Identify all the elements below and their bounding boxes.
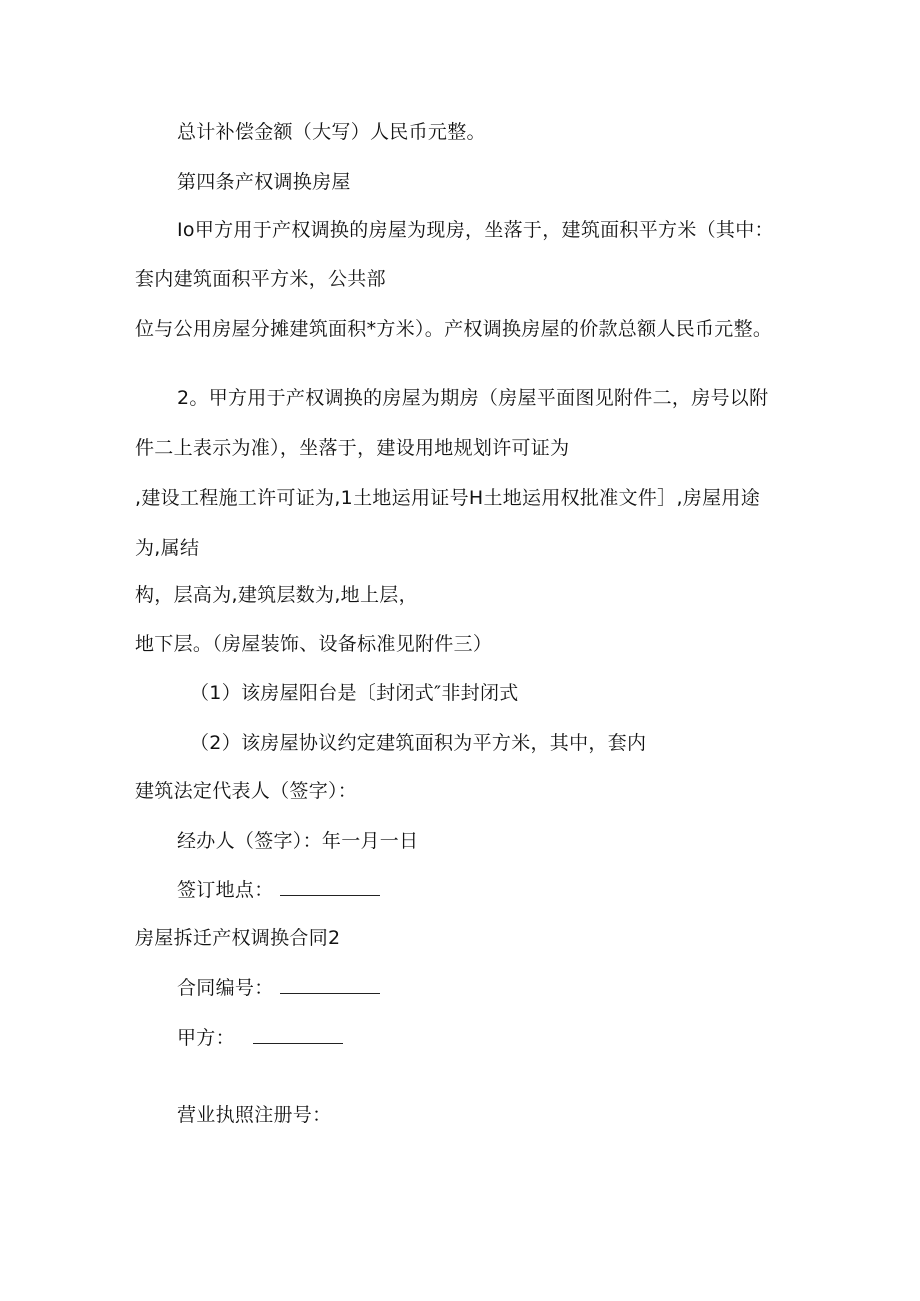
party-a-line bbox=[177, 1025, 343, 1050]
legal-representative-line: 建筑法定代表人（签字）： bbox=[135, 780, 358, 802]
contract-number-blank bbox=[280, 975, 380, 994]
clause-2-line-3: ,建设工程施工许可证为,1土地运用证号H土地运用权批准文件］,房屋用途 bbox=[135, 487, 760, 509]
signing-place-line bbox=[177, 877, 380, 902]
signing-place-blank bbox=[280, 877, 380, 896]
party-a-label: 甲方： bbox=[177, 1027, 235, 1049]
clause-2-line-4: 为,属结 bbox=[135, 537, 200, 559]
clause-1-line-2: 套内建筑面积平方米，公共部 bbox=[135, 268, 386, 290]
contract-title-2: 房屋拆迁产权调换合同2 bbox=[135, 927, 341, 949]
party-a-blank bbox=[253, 1025, 343, 1044]
clause-2-line-2: 件二上表示为准），坐落于，建设用地规划许可证为 bbox=[135, 437, 570, 459]
signing-place-label: 签订地点： bbox=[177, 879, 274, 901]
clause-1-line-1: Io甲方用于产权调换的房屋为现房，坐落于，建筑面积平方米（其中： bbox=[177, 219, 774, 241]
business-license-line: 营业执照注册号： bbox=[177, 1104, 332, 1126]
contract-number-label: 合同编号： bbox=[177, 977, 274, 999]
clause-1-line-3: 位与公用房屋分摊建筑面积*方米）。产权调换房屋的价款总额人民币元整。 bbox=[135, 318, 773, 340]
article-four-heading: 第四条产权调换房屋 bbox=[177, 171, 351, 193]
clause-2-line-6: 地下层。（房屋装饰、设备标准见附件三） bbox=[135, 633, 493, 655]
clause-2-line-5: 构，层高为,建筑层数为,地上层， bbox=[135, 584, 418, 606]
contract-number-line bbox=[177, 975, 380, 1000]
balcony-item: （1）该房屋阳台是〔封闭式″非封闭式 bbox=[190, 682, 519, 704]
handler-signature-line: 经办人（签字）：年一月一日 bbox=[177, 830, 419, 852]
total-compensation-line: 总计补偿金额（大写）人民币元整。 bbox=[177, 121, 486, 143]
area-item: （2）该房屋协议约定建筑面积为平方米，其中，套内 bbox=[190, 732, 647, 754]
clause-2-line-1: 2。甲方用于产权调换的房屋为期房（房屋平面图见附件二，房号以附 bbox=[177, 387, 769, 409]
